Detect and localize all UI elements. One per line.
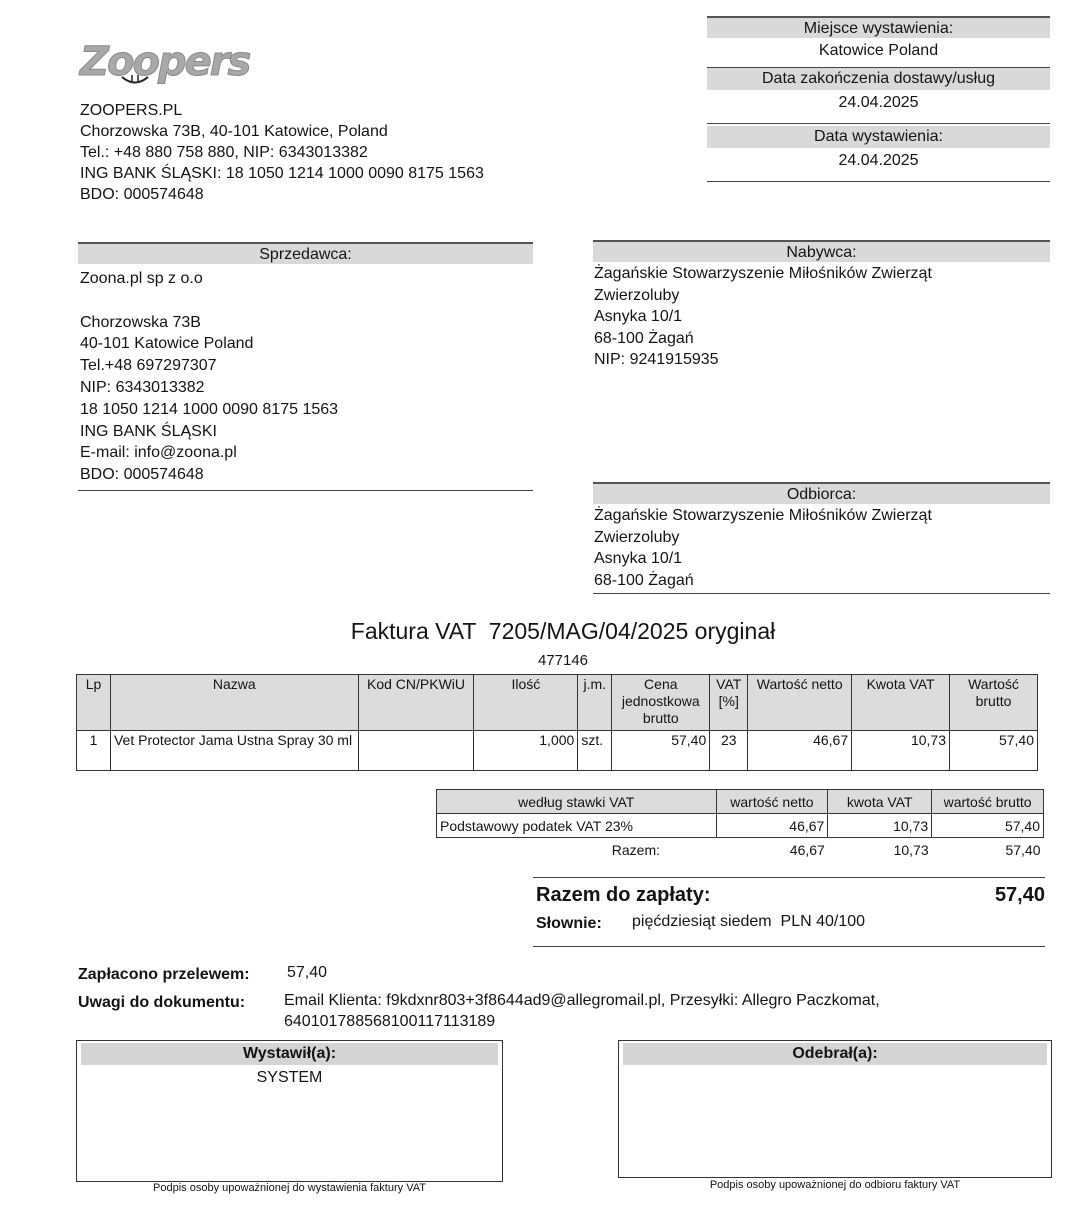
seller-line: ING BANK ŚLĄSKI bbox=[80, 422, 217, 440]
paid-value: 57,40 bbox=[287, 964, 328, 981]
total-label: Razem do zapłaty: bbox=[536, 884, 711, 906]
seller-line: 18 1050 1214 1000 0090 8175 1563 bbox=[80, 400, 339, 418]
vat-col-vat: kwota VAT bbox=[828, 790, 932, 814]
company-line: BDO: 000574648 bbox=[80, 186, 204, 203]
table-row bbox=[437, 814, 1044, 838]
items-header-row bbox=[77, 675, 1038, 731]
col-price: Cena jednostkowa brutto bbox=[612, 675, 710, 731]
receiver-signature-box bbox=[618, 1040, 1052, 1178]
row-lp: 1 bbox=[77, 731, 111, 771]
row-price: 57,40 bbox=[612, 731, 710, 771]
vat-col-rate: według stawki VAT bbox=[437, 790, 717, 814]
row-net: 46,67 bbox=[748, 731, 852, 771]
words-label: Słownie: bbox=[536, 915, 602, 932]
vat-net: 46,67 bbox=[716, 814, 828, 838]
vat-rate: Podstawowy podatek VAT 23% bbox=[437, 814, 717, 838]
issuer-label: Wystawił(a): bbox=[81, 1043, 498, 1065]
company-info bbox=[80, 100, 484, 205]
receiver-label: Odebrał(a): bbox=[623, 1043, 1047, 1065]
col-lp: Lp bbox=[77, 675, 111, 731]
row-qty: 1,000 bbox=[474, 731, 578, 771]
seller-line bbox=[80, 290, 533, 312]
vat-total-vat: 10,73 bbox=[893, 841, 929, 858]
issue-date-value: 24.04.2025 bbox=[707, 148, 1050, 182]
recipient-line: Zwierzoluby bbox=[594, 528, 680, 546]
issuer-caption: Podpis osoby upoważnionej do wystawienia faktury VAT bbox=[153, 1182, 426, 1194]
vat-total-label: Razem: bbox=[611, 841, 661, 858]
table-row bbox=[77, 731, 1038, 771]
invoice-title: Faktura VAT 7205/MAG/04/2025 oryginał bbox=[350, 618, 776, 644]
row-name: Vet Protector Jama Ustna Spray 30 ml bbox=[110, 731, 358, 771]
vat-col-gross: wartość brutto bbox=[932, 790, 1044, 814]
buyer-line: Żagańskie Stowarzyszenie Miłośników Zwierząt bbox=[594, 265, 932, 282]
notes-line-1: Email Klienta: f9kdxnr803+3f8644ad9@allegromail.pl, Przesyłki: Allegro Paczkomat, bbox=[284, 992, 880, 1009]
row-code bbox=[358, 731, 474, 771]
total-to-pay bbox=[533, 877, 1045, 878]
buyer-line: Zwierzoluby bbox=[594, 286, 680, 304]
buyer-line: 68-100 Żagań bbox=[594, 329, 694, 347]
seller-line: E-mail: info@zoona.pl bbox=[80, 444, 237, 462]
recipient-block bbox=[593, 482, 1050, 594]
buyer-line: NIP: 9241915935 bbox=[594, 351, 719, 368]
company-line: Tel.: +48 880 758 880, NIP: 6343013382 bbox=[80, 144, 368, 161]
seller-line: Chorzowska 73B bbox=[80, 313, 201, 331]
company-logo bbox=[80, 38, 248, 90]
row-vat: 23 bbox=[710, 731, 748, 771]
col-gross: Wartość brutto bbox=[950, 675, 1038, 731]
col-net: Wartość netto bbox=[748, 675, 852, 731]
delivery-label: Data zakończenia dostawy/usług bbox=[707, 68, 1050, 90]
seller-details bbox=[78, 264, 533, 491]
company-line: ING BANK ŚLĄSKI: 18 1050 1214 1000 0090 8175 1563 bbox=[80, 165, 484, 182]
col-code: Kod CN/PKWiU bbox=[358, 675, 474, 731]
words-value: pięćdziesiąt siedem PLN 40/100 bbox=[632, 913, 866, 930]
vat-total-gross: 57,40 bbox=[1005, 841, 1041, 858]
row-unit: szt. bbox=[578, 731, 612, 771]
recipient-details bbox=[593, 504, 1050, 594]
paid-label: Zapłacono przelewem: bbox=[78, 966, 250, 983]
delivery-value: 24.04.2025 bbox=[707, 90, 1050, 124]
vat-header-row bbox=[437, 790, 1044, 814]
buyer-details bbox=[593, 262, 1050, 371]
vat-total-row bbox=[437, 838, 1044, 862]
vat-total-net: 46,67 bbox=[789, 841, 825, 858]
recipient-label: Odbiorca: bbox=[593, 482, 1050, 504]
logo-text: Zoopers bbox=[80, 39, 250, 85]
seller-block bbox=[78, 242, 533, 491]
col-vat: VAT [%] bbox=[710, 675, 748, 731]
company-line: Chorzowska 73B, 40-101 Katowice, Poland bbox=[80, 123, 388, 140]
seller-line: Tel.+48 697297307 bbox=[80, 357, 217, 375]
col-vat-amount: Kwota VAT bbox=[852, 675, 950, 731]
items-table bbox=[76, 674, 1038, 771]
seller-line: Zoona.pl sp z o.o bbox=[80, 270, 203, 287]
total-divider bbox=[533, 946, 1045, 947]
notes-line-2: 640101788568100117113189 bbox=[284, 1013, 496, 1030]
vat-gross: 57,40 bbox=[932, 814, 1044, 838]
vat-col-net: wartość netto bbox=[716, 790, 828, 814]
total-value: 57,40 bbox=[994, 884, 1045, 906]
company-line: ZOOPERS.PL bbox=[80, 102, 183, 119]
place-label: Miejsce wystawienia: bbox=[707, 16, 1050, 38]
issue-date-label: Data wystawienia: bbox=[707, 126, 1050, 148]
issuer-signature-box bbox=[76, 1040, 503, 1182]
recipient-line: Asnyka 10/1 bbox=[594, 550, 683, 567]
place-value: Katowice Poland bbox=[707, 38, 1050, 68]
row-vat-amount: 10,73 bbox=[852, 731, 950, 771]
buyer-block bbox=[593, 240, 1050, 371]
seller-label: Sprzedawca: bbox=[78, 242, 533, 264]
buyer-label: Nabywca: bbox=[593, 240, 1050, 262]
logo-swoosh-icon bbox=[120, 74, 150, 86]
recipient-line: 68-100 Żagań bbox=[594, 571, 694, 589]
vat-vat: 10,73 bbox=[828, 814, 932, 838]
seller-line: NIP: 6343013382 bbox=[80, 378, 205, 396]
receiver-caption: Podpis osoby upoważnionej do odbioru faktury VAT bbox=[709, 1179, 961, 1191]
col-name: Nazwa bbox=[110, 675, 358, 731]
invoice-number: 477146 bbox=[537, 652, 589, 669]
issuer-value: SYSTEM bbox=[256, 1069, 323, 1086]
col-qty: Ilość bbox=[474, 675, 578, 731]
notes-label: Uwagi do dokumentu: bbox=[78, 994, 246, 1011]
col-unit: j.m. bbox=[578, 675, 612, 731]
recipient-line: Żagańskie Stowarzyszenie Miłośników Zwierząt bbox=[594, 507, 932, 524]
invoice-meta bbox=[707, 16, 1050, 182]
vat-summary-table bbox=[436, 789, 1044, 862]
seller-line: BDO: 000574648 bbox=[80, 466, 204, 484]
buyer-line: Asnyka 10/1 bbox=[594, 308, 683, 325]
seller-line: 40-101 Katowice Poland bbox=[80, 335, 254, 353]
row-gross: 57,40 bbox=[950, 731, 1038, 771]
